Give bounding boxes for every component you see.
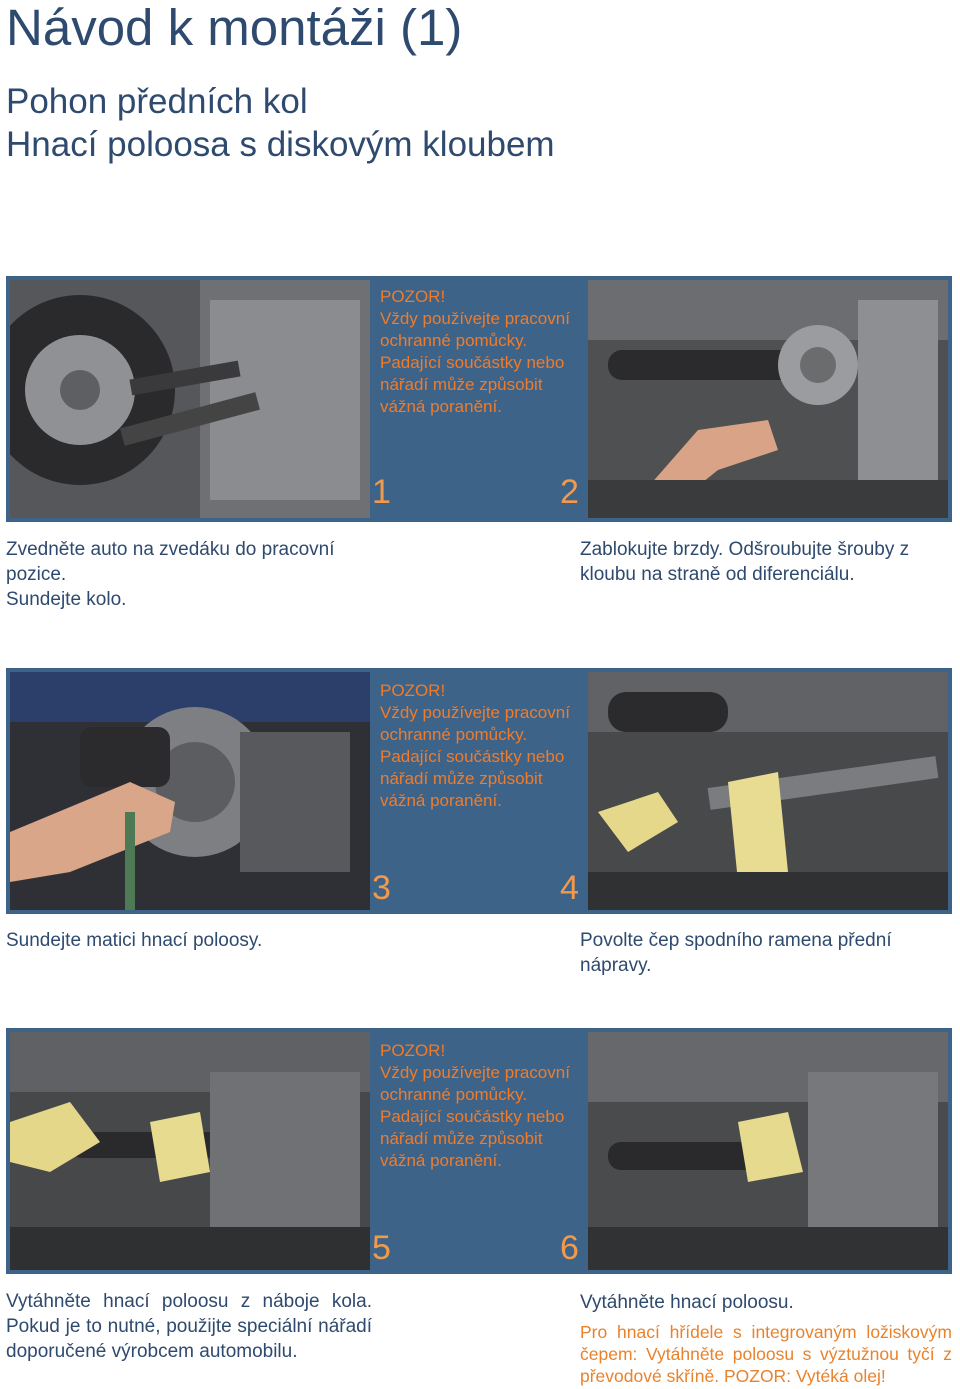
- step-number-6: 6: [560, 1229, 579, 1267]
- step-4-caption: Povolte čep spodního ramena přední nápravy.: [580, 930, 892, 976]
- warning-body: Vždy používejte pracovní ochranné pomůcky. Padající součástky nebo nářadí může způsobit vážná poranění.: [380, 703, 570, 810]
- subtitle-line-1: Pohon předních kol: [6, 82, 308, 121]
- warning-title: POZOR!: [380, 1041, 446, 1060]
- warning-title: POZOR!: [380, 681, 446, 700]
- step-2-photo: [588, 280, 948, 518]
- step-number-2: 2: [560, 473, 579, 511]
- warning-text-3: [380, 1040, 580, 1172]
- step-6-photo: [588, 1032, 948, 1270]
- step-1-text: Zvedněte auto na zvedáku do pracovní pozice.: [6, 539, 335, 585]
- step-1-caption: [6, 537, 386, 612]
- step-5-caption: Vytáhněte hnací poloosu z náboje kola. Pokud je to nutné, použijte speciální nářadí doporučené výrobcem automobilu.: [6, 1291, 372, 1362]
- page-title: Návod k montáži (1): [6, 0, 463, 56]
- step-panel-1-2: [6, 276, 952, 522]
- step-6-note: Pro hnací hřídele s integrovaným ložiskovým čepem: Vytáhněte poloosu s výztužnou tyčí z převodové skříně. POZOR: Vytéká olej!: [580, 1322, 952, 1386]
- warning-text-2: [380, 680, 580, 812]
- step-5-photo: [10, 1032, 370, 1270]
- warning-body: Vždy používejte pracovní ochranné pomůcky. Padající součástky nebo nářadí může způsobit vážná poranění.: [380, 1063, 570, 1170]
- step-3-photo: [10, 672, 370, 910]
- step-3-caption: Sundejte matici hnací poloosy.: [6, 930, 263, 951]
- step-number-4: 4: [560, 869, 579, 907]
- warning-text-1: [380, 286, 580, 418]
- step-number-3: 3: [372, 869, 391, 907]
- step-1-text-2: Sundejte kolo.: [6, 589, 127, 610]
- warning-title: POZOR!: [380, 287, 446, 306]
- step-panel-5-6: [6, 1028, 952, 1274]
- subtitle-line-2: Hnací poloosa s diskovým kloubem: [6, 125, 555, 164]
- step-4-photo: [588, 672, 948, 910]
- step-1-photo: [10, 280, 370, 518]
- step-number-1: 1: [372, 473, 391, 511]
- warning-body: Vždy používejte pracovní ochranné pomůcky. Padající součástky nebo nářadí může způsobit vážná poranění.: [380, 309, 570, 416]
- step-6-caption: Vytáhněte hnací poloosu.: [580, 1292, 794, 1313]
- step-2-caption: Zablokujte brzdy. Odšroubujte šrouby z kloubu na straně od diferenciálu.: [580, 539, 910, 585]
- step-number-5: 5: [372, 1229, 391, 1267]
- step-panel-3-4: [6, 668, 952, 914]
